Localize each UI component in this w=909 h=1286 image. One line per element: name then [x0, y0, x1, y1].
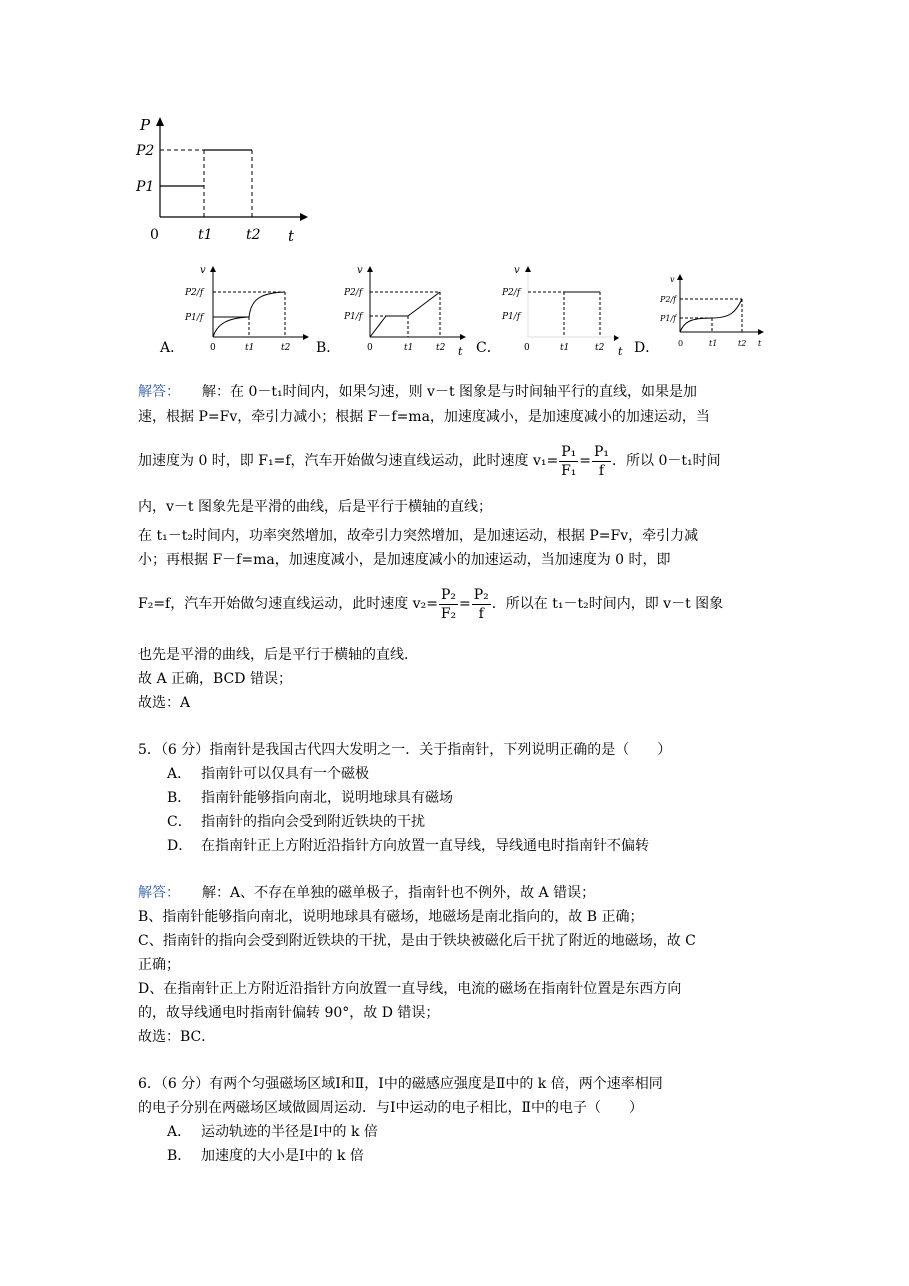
svg-text:t2: t2: [436, 343, 446, 353]
svg-text:t1: t1: [245, 343, 255, 353]
solution5-line-6: 的，故导线通电时指南针偏转 90°，故 D 错误；: [138, 1005, 440, 1021]
svg-text:0: 0: [210, 343, 216, 353]
solution5-label: 解答：: [138, 885, 180, 901]
solution5-line-3: C、指南针的指向会受到附近铁块的干扰，是由于铁块被磁化后干扰了附近的地磁场，故 C: [138, 933, 696, 949]
power-time-graph: [130, 112, 310, 247]
x-axis-label: t: [288, 227, 295, 245]
solution-line-4: 内，v－t 图象先是平滑的曲线，后是平行于横轴的直线；: [138, 499, 492, 515]
solution5-answer: 故选：BC．: [138, 1029, 216, 1045]
option-b-graph: [312, 262, 477, 357]
fraction-p1-f1: $\frac{\text{P₁}}{\text{F₁}}$: [561, 443, 577, 479]
fraction-p1-f: $\frac{\text{P₁}}{f}$: [593, 443, 610, 479]
svg-text:0: 0: [678, 339, 684, 348]
option-c-graph: [472, 262, 642, 357]
solution-line-9: 故 A 正确，BCD 错误；: [138, 671, 292, 687]
question-5-option-c: C． 指南针的指向会受到附近铁块的干扰: [167, 814, 425, 830]
fraction-p2-f: $\frac{\text{P₂}}{f}$: [473, 586, 489, 622]
option-c-label: C．: [476, 340, 501, 356]
svg-text:P2/f: P2/f: [660, 295, 677, 304]
svg-text:t: t: [758, 339, 762, 348]
solution-line-6: 小；再根据 F－f=ma，加速度减小，是加速度减小的加速运动，当加速度为 0 时，即: [138, 552, 671, 568]
question-5-option-a: A． 指南针可以仅具有一个磁极: [167, 766, 369, 782]
svg-text:P1/f: P1/f: [344, 312, 363, 322]
svg-text:t2: t2: [738, 339, 747, 348]
question-5-option-b: B． 指南针能够指向南北，说明地球具有磁场: [167, 790, 453, 806]
svg-text:t: t: [618, 345, 623, 357]
solution-line-5: 在 t₁－t₂时间内，功率突然增加，故牵引力突然增加，是加速运动，根据 P=Fv，牵引力减: [138, 528, 699, 544]
origin-label: 0: [150, 227, 159, 243]
svg-text:P2/f: P2/f: [344, 288, 363, 298]
svg-text:t1: t1: [404, 343, 414, 353]
svg-text:v: v: [670, 275, 675, 284]
question-6-stem-1: 6．（6 分）有两个匀强磁场区域Ⅰ和Ⅱ，Ⅰ中的磁感应强度是Ⅱ中的 k 倍，两个速率相同: [138, 1076, 663, 1092]
p2-label: P2: [136, 143, 155, 159]
svg-text:P2/f: P2/f: [185, 288, 204, 298]
svg-text:0: 0: [367, 343, 373, 353]
question-5-option-d: D． 在指南针正上方附近沿指针方向放置一直导线，导线通电时指南针不偏转: [167, 838, 649, 854]
solution-label: 解答：: [138, 384, 180, 400]
solution5-line-1: 解答： 解：A、不存在单独的磁单极子，指南针也不例外，故 A 错误；: [138, 885, 596, 901]
t1-label: t1: [198, 227, 213, 243]
option-a-graph: [155, 262, 315, 357]
solution5-line-4: 正确；: [138, 957, 180, 973]
svg-text:v: v: [357, 265, 363, 276]
t2-label: t2: [246, 227, 261, 243]
solution-line-8: 也先是平滑的曲线，后是平行于横轴的直线．: [138, 647, 418, 663]
question-5-stem: 5．（6 分）指南针是我国古代四大发明之一．关于指南针，下列说明正确的是（ ）: [138, 742, 672, 758]
svg-text:t1: t1: [560, 343, 570, 353]
solution-line-7: F₂=f，汽车开始做匀速直线运动，此时速度 v₂= $\frac{\text{P₂}}{\text{F₂}}$ = $\frac{\text{P₂}}{f}$ ．所以在 t₁－t₂时间内，即 v－t 图象: [138, 586, 724, 622]
solution5-line-2: B、指南针能够指向南北，说明地球具有磁场，地磁场是南北指向的，故 B 正确；: [138, 909, 644, 925]
solution-line-1: 解答： 解：在 0－t₁时间内，如果匀速，则 v－t 图象是与时间轴平行的直线，如果是加: [138, 384, 698, 400]
option-b-label: B．: [316, 340, 341, 356]
question-6-option-a: A． 运动轨迹的半径是Ⅰ中的 k 倍: [167, 1124, 378, 1140]
svg-text:t2: t2: [595, 343, 605, 353]
option-d-graph: [630, 262, 780, 357]
fraction-p2-f2: $\frac{\text{P₂}}{\text{F₂}}$: [440, 586, 457, 622]
svg-text:t2: t2: [281, 343, 291, 353]
solution-line-2: 速，根据 P=Fv，牵引力减小；根据 F－f=ma，加速度减小，是加速度减小的加速运动，当: [138, 409, 710, 425]
svg-text:v: v: [514, 265, 520, 276]
svg-text:P2/f: P2/f: [502, 288, 521, 298]
option-a-label: A．: [160, 340, 185, 356]
y-axis-label: P: [140, 116, 151, 134]
p1-label: P1: [136, 179, 155, 195]
question-6-option-b: B． 加速度的大小是Ⅰ中的 k 倍: [167, 1148, 364, 1164]
svg-text:t: t: [458, 345, 463, 357]
solution-line-3: 加速度为 0 时，即 F₁=f，汽车开始做匀速直线运动，此时速度 v₁= $\frac{\text{P₁}}{\text{F₁}}$ = $\frac{\text{P₁}}{f}$ ．所以 0－t₁时间: [138, 443, 721, 479]
svg-text:0: 0: [524, 343, 530, 353]
question-6-stem-2: 的电子分别在两磁场区域做圆周运动．与Ⅰ中运动的电子相比，Ⅱ中的电子（ ）: [138, 1100, 644, 1116]
solution5-line-5: D、在指南针正上方附近沿指针方向放置一直导线，电流的磁场在指南针位置是东西方向: [138, 981, 682, 997]
svg-text:v: v: [200, 265, 206, 276]
option-d-label: D．: [634, 340, 660, 356]
svg-text:t1: t1: [709, 339, 718, 348]
svg-text:P1/f: P1/f: [660, 314, 677, 323]
solution-answer: 故选：A: [138, 695, 191, 711]
svg-text:P1/f: P1/f: [502, 312, 521, 322]
svg-text:P1/f: P1/f: [185, 313, 204, 323]
